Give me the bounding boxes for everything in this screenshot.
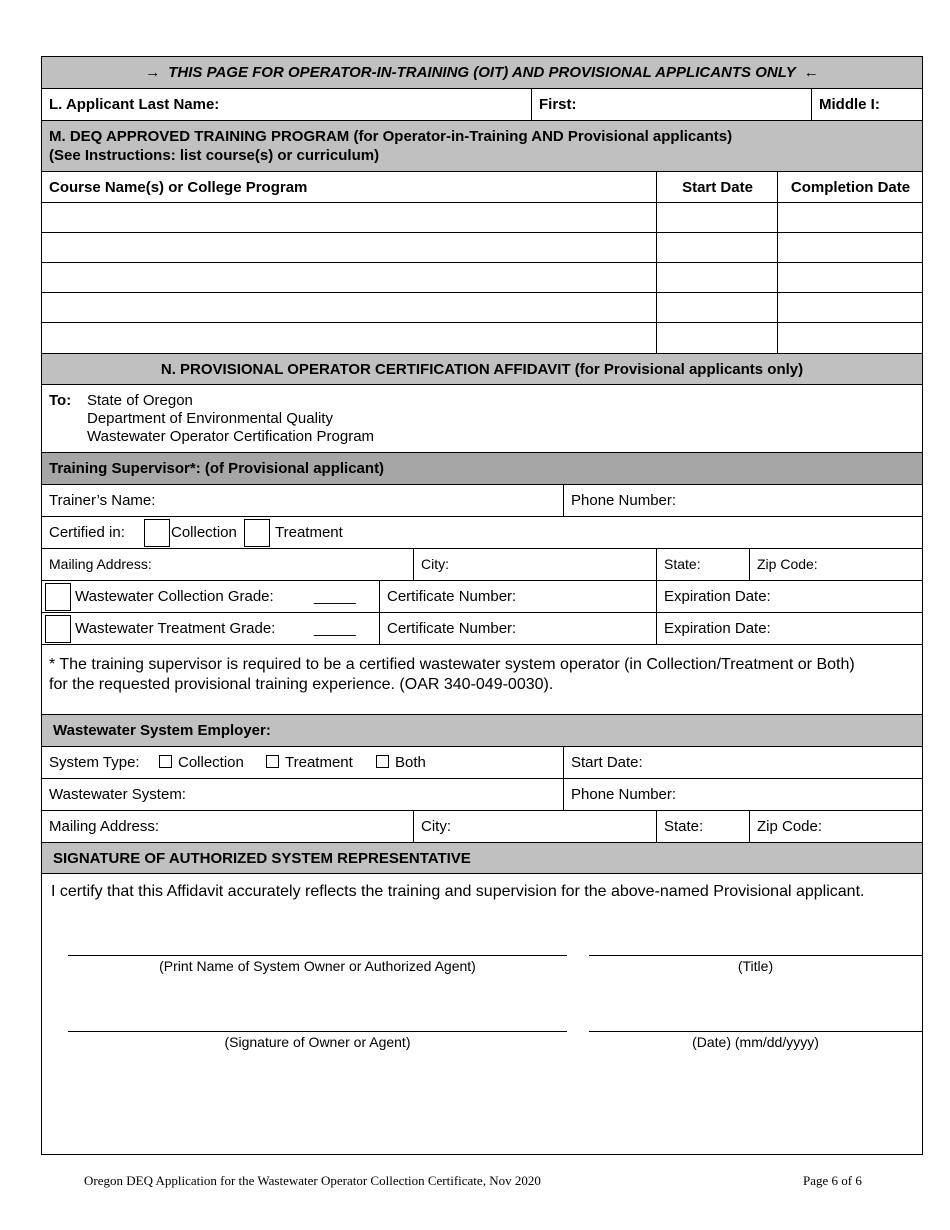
course-cell[interactable] <box>42 323 656 353</box>
title-line[interactable] <box>589 955 922 956</box>
print-name-caption: (Print Name of System Owner or Authorized Agent) <box>159 958 476 974</box>
applicant-name-row <box>42 89 922 121</box>
footer-page-number: Page 6 of 6 <box>803 1173 862 1188</box>
certified-in-row <box>42 517 922 549</box>
table-row <box>42 323 922 354</box>
arrow-right-icon: → <box>145 64 161 81</box>
employer-state-field[interactable] <box>656 811 749 842</box>
page-title-bar <box>42 57 922 89</box>
treatment-expiration-field[interactable] <box>656 613 922 644</box>
collection-cert-number-label: Certificate Number: <box>387 588 517 605</box>
completion-date-cell[interactable] <box>777 263 922 292</box>
trainer-phone-label: Phone Number: <box>571 492 677 509</box>
trainer-phone-field[interactable] <box>563 485 922 516</box>
signature-caption: (Signature of Owner or Agent) <box>224 1034 411 1050</box>
middle-initial-label: Middle I: <box>819 96 880 113</box>
table-row <box>42 263 922 293</box>
title-caption: (Title) <box>737 958 774 974</box>
treatment-grade-field <box>42 613 379 644</box>
collection-grade-label: Wastewater Collection Grade: <box>75 588 274 605</box>
employer-zip-label: Zip Code: <box>757 818 823 835</box>
table-row <box>42 203 922 233</box>
course-cell[interactable] <box>42 203 656 232</box>
note-line-2: for the requested provisional training experience. (OAR 340-049-0030). <box>49 676 554 693</box>
supervisor-address-row <box>42 549 922 581</box>
recipient-line-2: Department of Environmental Quality <box>87 410 333 427</box>
certified-treatment-checkbox[interactable] <box>244 519 270 547</box>
system-type-field <box>42 747 563 778</box>
supervisor-state-label: State: <box>664 556 701 572</box>
signature-area <box>42 874 922 1154</box>
collection-grade-field <box>42 581 379 612</box>
table-row <box>42 233 922 263</box>
certified-in-label: Certified in: <box>49 524 125 541</box>
course-cell[interactable] <box>42 293 656 322</box>
supervisor-requirement-note <box>42 645 922 715</box>
course-header-label: Course Name(s) or College Program <box>49 179 308 196</box>
system-phone-field[interactable] <box>563 779 922 810</box>
completion-date-header-label: Completion Date <box>790 179 911 196</box>
start-date-cell[interactable] <box>656 263 777 292</box>
treatment-grade-blank[interactable]: _____ <box>314 620 356 637</box>
collection-cert-number-field[interactable] <box>379 581 656 612</box>
affidavit-recipient <box>42 385 922 453</box>
collection-grade-row <box>42 581 922 613</box>
system-phone-label: Phone Number: <box>571 786 677 803</box>
start-date-column-header <box>656 172 777 202</box>
employer-address-row <box>42 811 922 843</box>
system-treatment-label: Treatment <box>285 754 353 771</box>
section-n-title: N. PROVISIONAL OPERATOR CERTIFICATION AFFIDAVIT (for Provisional applicants only) <box>160 361 804 378</box>
supervisor-city-field[interactable] <box>413 549 656 580</box>
collection-grade-blank[interactable]: _____ <box>314 588 356 605</box>
training-table-header <box>42 172 922 203</box>
employer-city-field[interactable] <box>413 811 656 842</box>
treatment-grade-checkbox[interactable] <box>45 615 71 643</box>
signature-title: SIGNATURE OF AUTHORIZED SYSTEM REPRESENTATIVE <box>53 850 471 867</box>
course-cell[interactable] <box>42 233 656 262</box>
footer-document-title: Oregon DEQ Application for the Wastewater Operator Collection Certificate, Nov 2020 <box>84 1173 541 1188</box>
completion-date-cell[interactable] <box>777 203 922 232</box>
supervisor-city-label: City: <box>421 556 449 572</box>
start-date-cell[interactable] <box>656 233 777 262</box>
page-title <box>42 64 922 81</box>
system-collection-label: Collection <box>178 754 244 771</box>
employer-mailing-label: Mailing Address: <box>49 818 160 835</box>
employment-start-date-field[interactable] <box>563 747 922 778</box>
certified-treatment-label: Treatment <box>275 524 343 541</box>
course-column-header <box>42 172 656 202</box>
start-date-cell[interactable] <box>656 293 777 322</box>
start-date-header-label: Start Date <box>682 179 753 196</box>
certified-collection-label: Collection <box>171 524 237 541</box>
treatment-grade-label: Wastewater Treatment Grade: <box>75 620 276 637</box>
system-treatment-checkbox[interactable] <box>266 755 279 768</box>
treatment-grade-row <box>42 613 922 645</box>
employer-city-label: City: <box>421 818 451 835</box>
first-name-label: First: <box>539 96 577 113</box>
system-type-label: System Type: <box>49 754 140 771</box>
section-m-subtitle: (See Instructions: list course(s) or curriculum) <box>49 147 380 164</box>
collection-expiration-field[interactable] <box>656 581 922 612</box>
treatment-cert-number-label: Certificate Number: <box>387 620 517 637</box>
supervisor-zip-field[interactable] <box>749 549 922 580</box>
section-m-title: M. DEQ APPROVED TRAINING PROGRAM (for Operator-in-Training AND Provisional applicants) <box>49 128 733 145</box>
system-both-checkbox[interactable] <box>376 755 389 768</box>
employer-mailing-field[interactable] <box>42 811 413 842</box>
recipient-line-3: Wastewater Operator Certification Program <box>87 428 375 445</box>
employer-title: Wastewater System Employer: <box>53 722 271 739</box>
supervisor-state-field[interactable] <box>656 549 749 580</box>
employer-state-label: State: <box>664 818 704 835</box>
treatment-expiration-label: Expiration Date: <box>664 620 771 637</box>
system-collection-checkbox[interactable] <box>159 755 172 768</box>
system-type-row <box>42 747 922 779</box>
supervisor-zip-label: Zip Code: <box>757 556 818 572</box>
start-date-cell[interactable] <box>656 323 777 353</box>
last-name-label: L. Applicant Last Name: <box>49 96 220 113</box>
start-date-cell[interactable] <box>656 203 777 232</box>
trainer-name-label: Trainer’s Name: <box>49 492 156 509</box>
employer-zip-field[interactable] <box>749 811 922 842</box>
supervisor-mailing-label: Mailing Address: <box>49 556 152 572</box>
recipient-line-1: State of Oregon <box>87 392 193 409</box>
print-name-line[interactable] <box>68 955 567 956</box>
application-form <box>41 56 923 1155</box>
system-name-row <box>42 779 922 811</box>
to-label: To: <box>49 392 72 409</box>
collection-grade-checkbox[interactable] <box>45 583 71 611</box>
treatment-cert-number-field[interactable] <box>379 613 656 644</box>
employment-start-date-label: Start Date: <box>571 754 643 771</box>
arrow-left-icon: ← <box>803 64 819 81</box>
trainer-row <box>42 485 922 517</box>
certify-statement: I certify that this Affidavit accurately reflects the training and supervision for the above-named Provisional applicant. <box>51 883 865 900</box>
training-supervisor-heading <box>42 453 922 485</box>
date-line[interactable] <box>589 1031 922 1032</box>
first-name-field[interactable] <box>531 89 811 120</box>
last-name-field[interactable] <box>42 89 531 120</box>
system-name-label: Wastewater System: <box>49 786 186 803</box>
training-supervisor-title: Training Supervisor*: (of Provisional applicant) <box>49 460 385 477</box>
system-name-field[interactable] <box>42 779 563 810</box>
employer-heading <box>42 715 922 747</box>
date-caption: (Date) (mm/dd/yyyy) <box>692 1034 819 1050</box>
collection-expiration-label: Expiration Date: <box>664 588 771 605</box>
table-row <box>42 293 922 323</box>
note-line-1: * The training supervisor is required to be a certified wastewater system operator (in Collection/Treatment or Both) <box>49 656 855 673</box>
certified-collection-checkbox[interactable] <box>144 519 170 547</box>
section-m-heading <box>42 121 922 172</box>
completion-date-column-header <box>777 172 922 202</box>
completion-date-cell[interactable] <box>777 323 922 353</box>
section-n-heading <box>42 354 922 385</box>
course-cell[interactable] <box>42 263 656 292</box>
system-both-label: Both <box>395 754 426 771</box>
page-title-text: THIS PAGE FOR OPERATOR-IN-TRAINING (OIT) AND PROVISIONAL APPLICANTS ONLY <box>168 64 796 81</box>
signature-heading <box>42 843 922 874</box>
supervisor-mailing-field[interactable] <box>42 549 413 580</box>
completion-date-cell[interactable] <box>777 293 922 322</box>
completion-date-cell[interactable] <box>777 233 922 262</box>
trainer-name-field[interactable] <box>42 485 563 516</box>
signature-line[interactable] <box>68 1031 567 1032</box>
middle-initial-field[interactable] <box>811 89 922 120</box>
